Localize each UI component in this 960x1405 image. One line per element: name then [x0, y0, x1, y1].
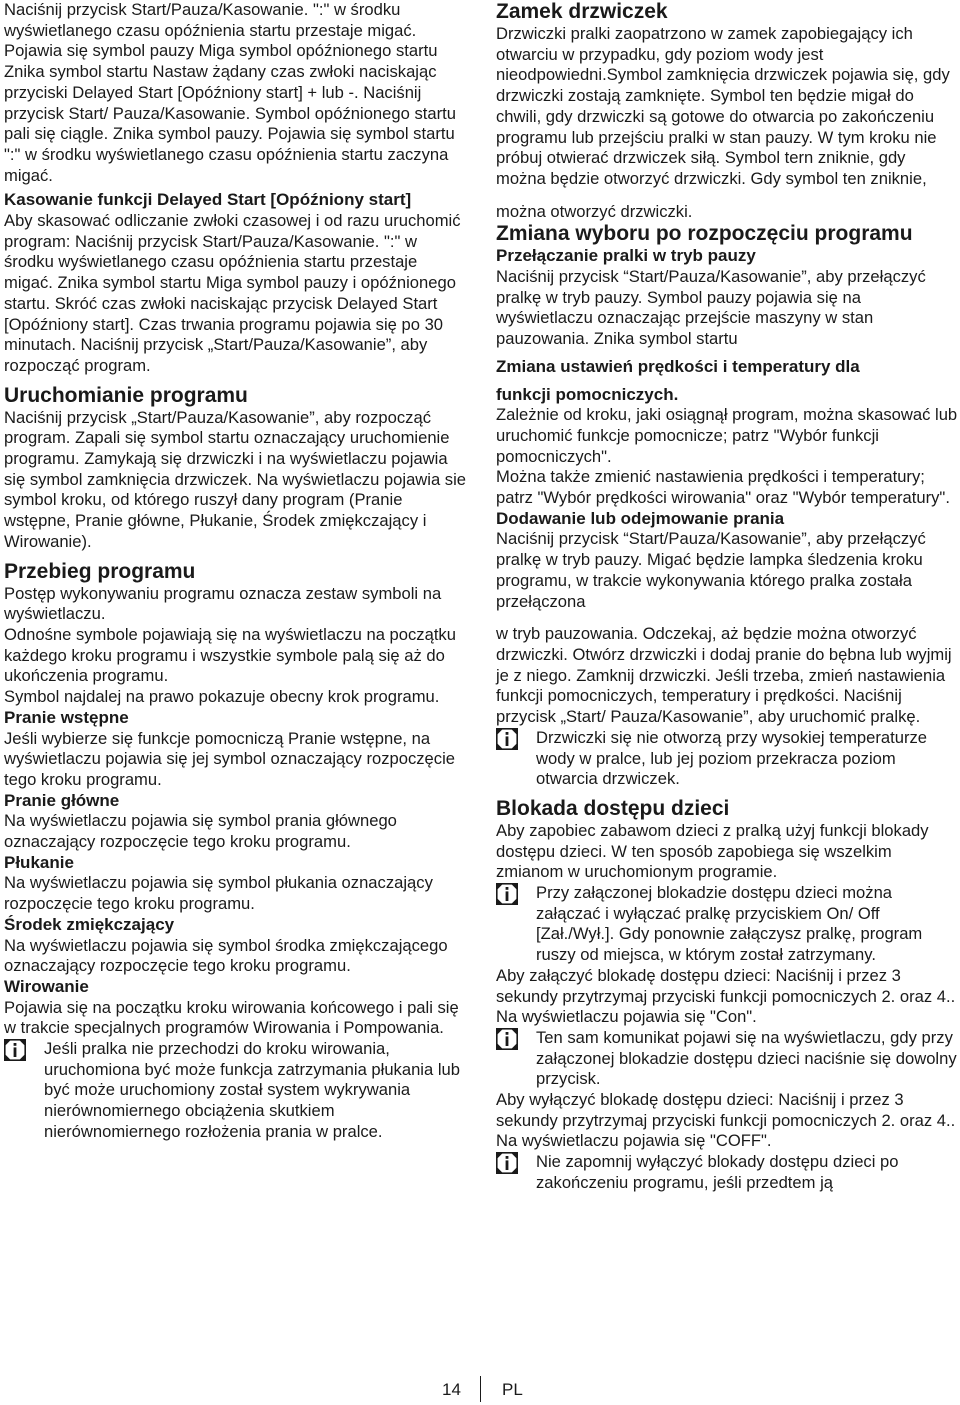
door-lock-text-2: można otworzyć drzwiczki. [496, 201, 693, 221]
pause-mode-text: Naciśnij przycisk “Start/Pauza/Kasowanie”, aby przełączyć pralkę w tryb pauzy. Symbol pauzy pojawia się na wyświetlaczu oznaczając przejście maszyny w stan pauzowania. Znika symbol startu [496, 267, 926, 349]
heading-start-program: Uruchomianie programu [4, 383, 248, 407]
heading-cancel-delayed-start: Kasowanie funkcji Delayed Start [Opóźniony start] [4, 190, 412, 210]
page-number: 14 [442, 1380, 461, 1399]
left-column [4, 0, 470, 1143]
note-door-temperature-text: Drzwiczki się nie otworzą przy wysokiej temperaturze wody w pralce, lub jej poziom przekracza poziom otwarcia drzwiczek. [536, 727, 927, 789]
note-spin [4, 1039, 470, 1143]
heading-spin: Wirowanie [4, 976, 89, 996]
softener-text: Na wyświetlaczu pojawia się symbol środka zmiękczającego oznaczający rozpoczęcie tego kroku programu. [4, 935, 448, 976]
prewash-text: Jeśli wybierze się funkcje pomocniczą Pranie wstępne, na wyświetlaczu pojawia się jej symbol oznaczający rozpoczęcie tego kroku programu. [4, 728, 455, 789]
heading-program-progress: Przebieg programu [4, 559, 196, 583]
add-laundry-text-2: w tryb pauzowania. Odczekaj, aż będzie można otworzyć drzwiczki. Otwórz drzwiczki i dodaj pranie do bębna lub wyjmij je z niego. Zamknij drzwiczki. Jeśli trzeba, zmień nastawienia funkcji pomocniczych, temperatury i prędkości. Naciśnij przycisk „Start/ Pauza/Kasowanie”, aby uruchomić pralkę. [496, 624, 952, 727]
note-spin-text: Jeśli pralka nie przechodzi do kroku wirowania, uruchomiona być może funkcja zatrzymania płukania lub być może uruchomiony został system wykrywania nierównomiernego obciążenia skutkiem nierównomiernego rozłożenia prania w pralce. [44, 1039, 460, 1141]
right-column [496, 0, 958, 1194]
child-lock-enable-text: Aby załączyć blokadę dostępu dzieci: Naciśnij i przez 3 sekundy przytrzymaj przyciski funkcji pomocniczych 2. oraz 4.. Na wyświetlaczu pojawia się "Con". [496, 965, 956, 1027]
heading-door-lock: Zamek drzwiczek [496, 0, 668, 23]
program-progress-text-3: Symbol najdalej na prawo pokazuje obecny krok programu. [4, 687, 440, 707]
info-icon [496, 1028, 518, 1050]
spin-text: Pojawia się na początku kroku wirowania końcowego i pali się w trakcie specjalnych programów Wirowania i Pompowania. [4, 997, 459, 1038]
note-door-temperature [496, 728, 958, 790]
info-icon [4, 1039, 26, 1061]
program-progress-text-2: Odnośne symbole pojawiają się na wyświetlaczu na początku każdego kroku programu i wszystkie symbole palą się aż do ukończenia programu. [4, 624, 456, 686]
language-code: PL [502, 1380, 523, 1399]
note-child-lock-message [496, 1028, 958, 1090]
heading-prewash: Pranie wstępne [4, 707, 129, 727]
speed-temp-text-2: Można także zmienić nastawienia prędkości i temperatury; patrz "Wybór prędkości wirowania" oraz "Wybór temperatury". [496, 467, 950, 508]
heading-change-selection: Zmiana wyboru po rozpoczęciu programu [496, 222, 913, 246]
heading-child-lock: Blokada dostępu dzieci [496, 796, 730, 820]
program-progress-text-1: Postęp wykonywaniu programu oznacza zestaw symboli na wyświetlaczu. [4, 583, 442, 624]
heading-softener: Środek zmiękczający [4, 914, 175, 934]
note-child-lock-power [496, 883, 958, 966]
info-icon [496, 1152, 518, 1174]
heading-main-wash: Pranie główne [4, 790, 120, 810]
add-laundry-text-1: Naciśnij przycisk “Start/Pauza/Kasowanie”, aby przełączyć pralkę w tryb pauzy. Migać będzie lampka śledzenia kroku programu, w trakcie wykonywania którego pralka została przełączona [496, 529, 926, 611]
main-wash-text: Na wyświetlaczu pojawia się symbol prania głównego oznaczający rozpoczęcie tego kroku programu. [4, 811, 397, 852]
delayed-start-instructions: Naciśnij przycisk Start/Pauza/Kasowanie. ":" w środku wyświetlanego czasu opóźnienia startu przestaje migać. Pojawia się symbol pauzy Miga symbol opóźnionego startu Znika symbol startu Nastaw żądany czas zwłoki naciskając przyciski Delayed Start [Opóźniony start] + lub -. Naciśnij przycisk Start/ Pauza/Kasowanie. Symbol opóźnionego startu pali się ciągle. Znika symbol pauzy. Pojawia się symbol startu ":" w środku wyświetlanego czasu opóźnienia startu zaczyna migać. [4, 0, 456, 185]
door-lock-text: Drzwiczki pralki zaopatrzono w zamek zapobiegający ich otwarciu w przypadku, gdy poziom wody jest nieodpowiedni.Symbol zamknięcia drzwiczek pojawia się, gdy drzwiczki zostają zamknięte. Symbol ten będzie migał do chwili, gdy drzwiczki są gotowe do otwarcia po zakończeniu programu lub przejściu pralki w stan pauzy. W tym kroku nie próbuj otwierać drzwiczek siłą. Symbol tern zniknie, gdy można będzie otworzyć drzwiczki. Gdy symbol ten zniknie, [496, 24, 950, 188]
info-icon [496, 728, 518, 750]
cancel-delayed-start-text: Aby skasować odliczanie zwłoki czasowej i od razu uruchomić program: Naciśnij przycisk Start/Pauza/Kasowanie. ":" w środku wyświetlanego czasu opóźnienia startu przestaje migać. Znika symbol startu Miga symbol pauzy i opóźnionego startu. Skróć czas zwłoki naciskając przycisk Delayed Start [Opóźniony start]. Czas trwania programu pojawia się po 30 minutach. Naciśnij przycisk „Start/Pauza/Kasowanie”, aby rozpocząć program. [4, 211, 461, 375]
heading-rinse: Płukanie [4, 852, 74, 872]
footer-divider [480, 1376, 481, 1402]
note-child-lock-power-text: Przy załączonej blokadzie dostępu dzieci można załączać i wyłączać pralkę przyciskiem On/ Off [Zał./Wył.]. Gdy ponownie załączysz pralkę, program ruszy od miejsca, w którym został zatrzymany. [536, 883, 923, 965]
heading-pause-mode: Przełączanie pralki w tryb pauzy [496, 246, 756, 266]
note-child-lock-remember [496, 1152, 958, 1193]
page-footer [0, 1376, 960, 1402]
start-program-text: Naciśnij przycisk „Start/Pauza/Kasowanie”, aby rozpocząć program. Zapali się symbol startu oznaczający uruchomienie programu. Zamykają się drzwiczki i na wyświetlaczu pojawia się symbol zamknięcia drzwiczek. Na wyświetlaczu pojawia sie symbol kroku, od którego ruszył dany program (Pranie wstępne, Pranie główne, Płukanie, Środek zmiękczający i Wirowanie). [4, 407, 467, 551]
speed-temp-text-1: Zależnie od kroku, jaki osiągnął program, można skasować lub uruchomić funkcje pomocnicze; patrz "Wybór funkcji pomocniczych". [496, 405, 958, 466]
heading-change-speed-temp: Zmiana ustawień prędkości i temperatury dla [496, 356, 860, 376]
heading-auxiliary-functions: funkcji pomocniczych. [496, 384, 679, 404]
child-lock-text: Aby zapobiec zabawom dzieci z pralką użyj funkcji blokady dostępu dzieci. W ten sposób zapobiega się wszelkim zmianom w uruchomionym programie. [496, 820, 929, 882]
info-icon [496, 883, 518, 905]
note-child-lock-message-text: Ten sam komunikat pojawi się na wyświetlaczu, gdy przy załączonej blokadzie dostępu dzieci naciśnie się dowolny przycisk. [536, 1027, 957, 1089]
note-child-lock-remember-text: Nie zapomnij wyłączyć blokady dostępu dzieci po zakończeniu programu, jeśli przedtem ją [536, 1152, 899, 1192]
rinse-text: Na wyświetlaczu pojawia się symbol płukania oznaczający rozpoczęcie tego kroku programu. [4, 873, 433, 914]
heading-add-remove-laundry: Dodawanie lub odejmowanie prania [496, 508, 785, 528]
child-lock-disable-text: Aby wyłączyć blokadę dostępu dzieci: Naciśnij i przez 3 sekundy przytrzymaj przyciski funkcji pomocniczych 2. oraz 4.. Na wyświetlaczu pojawia się "COFF". [496, 1090, 956, 1151]
